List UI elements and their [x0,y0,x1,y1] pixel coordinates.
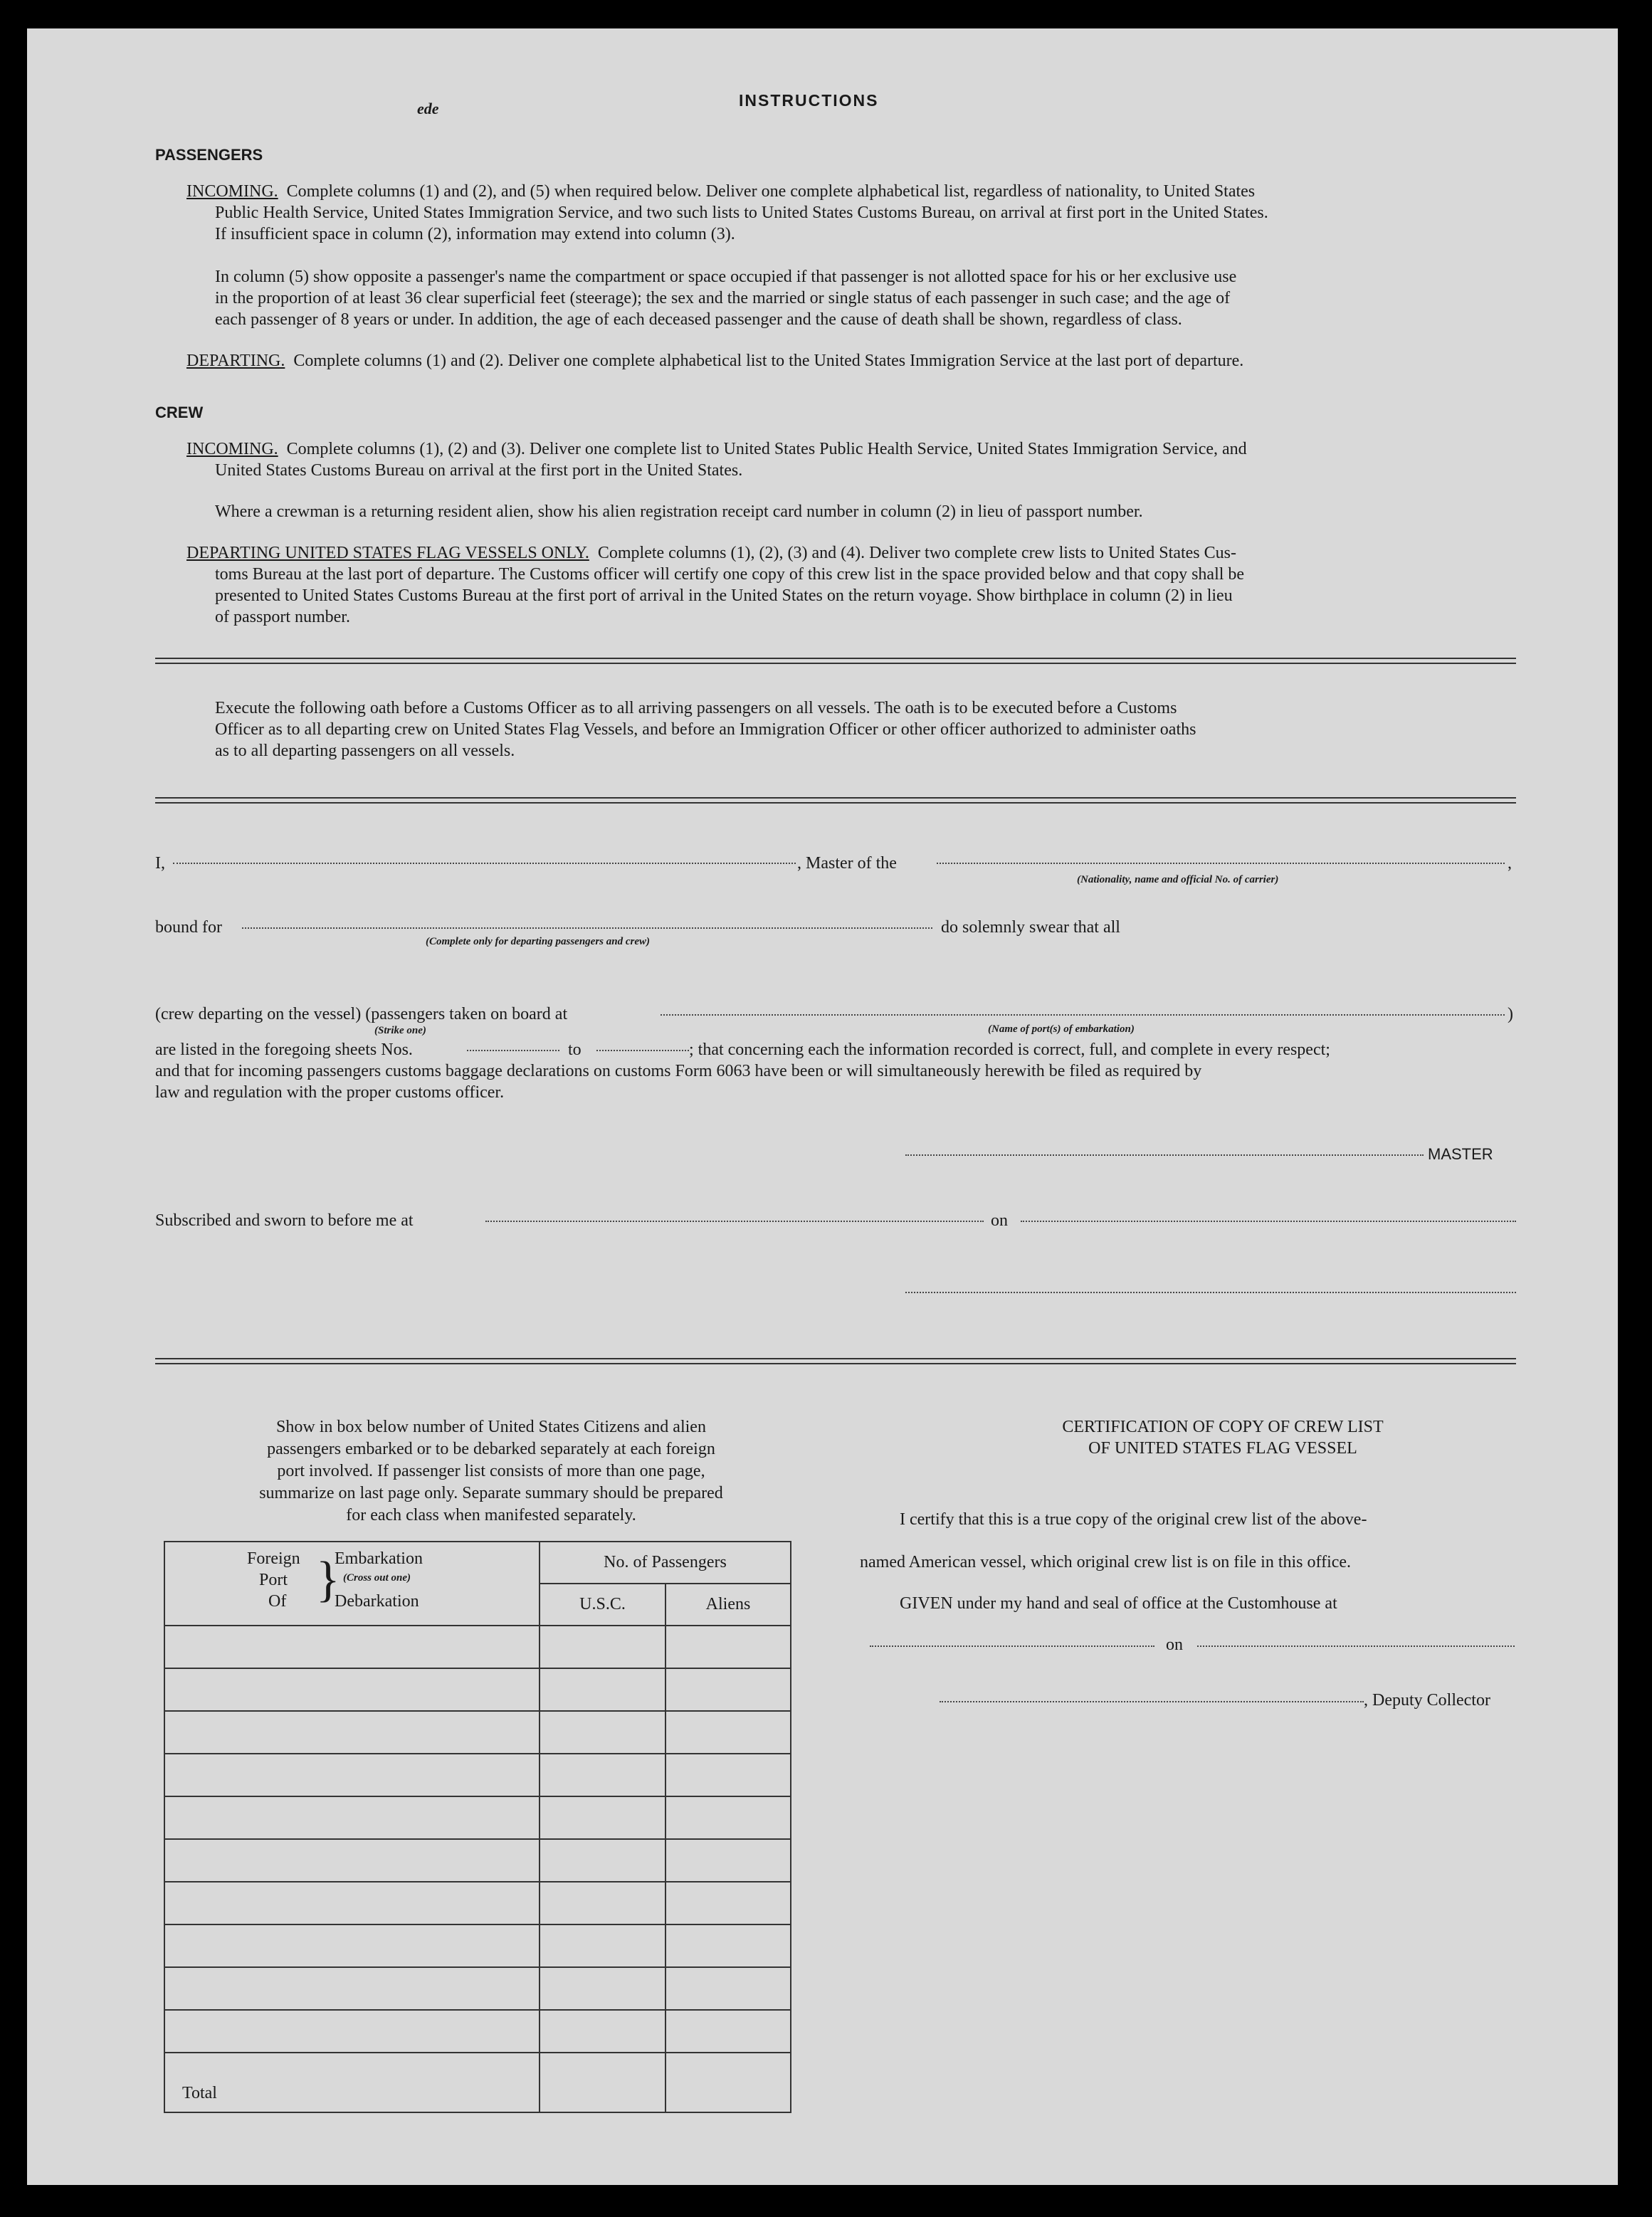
sheet-to-field[interactable] [596,1050,689,1051]
carrier-caption: (Nationality, name and official No. of carrier) [1077,874,1279,885]
usc-cell[interactable] [540,1711,665,1754]
aliens-cell[interactable] [665,1754,791,1796]
passengers-incoming-line3: If insufficient space in column (2), information may extend into column (3). [215,225,735,243]
aliens-cell[interactable] [665,1882,791,1924]
departing-text: Complete columns (1) and (2). Deliver one complete alphabetical list to the United States Immigration Service at the last port of departure. [293,352,1244,370]
crew-departing-label: DEPARTING UNITED STATES FLAG VESSELS ONLY. [186,544,589,562]
oath-intro-line3: as to all departing passengers on all vessels. [215,742,515,760]
usc-cell[interactable] [540,1882,665,1924]
subscribed-on-text: on [991,1211,1008,1230]
passengers-departing-line [186,350,1243,372]
master-label: MASTER [1428,1145,1493,1163]
crew-incoming-line2: United States Customs Bureau on arrival at the first port in the United States. [215,461,743,480]
usc-cell[interactable] [540,1796,665,1839]
crew-departing-text: Complete columns (1), (2), (3) and (4). Deliver two complete crew lists to United States Cus- [597,544,1236,562]
foreign-label: Foreign [247,1549,300,1568]
aliens-cell[interactable] [665,1668,791,1711]
double-rule [155,658,1516,664]
port-cell[interactable] [164,1882,540,1924]
master-name-field[interactable] [173,863,796,864]
usc-cell[interactable] [540,1668,665,1711]
usc-total-cell[interactable] [540,2053,665,2112]
usc-header: U.S.C. [540,1584,665,1626]
aliens-cell[interactable] [665,1626,791,1668]
aliens-total-cell[interactable] [665,2053,791,2112]
subscribed-place-field[interactable] [485,1221,984,1222]
customhouse-field[interactable] [870,1645,1154,1647]
departing-label: DEPARTING. [186,352,285,370]
officer-signature-field[interactable] [905,1292,1516,1293]
column5-line1: In column (5) show opposite a passenger's name the compartment or space occupied if that passenger is not allotted space for his or her exclusive use [215,268,1237,286]
port-cell[interactable] [164,1967,540,2010]
oath-intro-line1: Execute the following oath before a Customs Officer as to all arriving passengers on all vessels. The oath is to be executed before a Customs [215,699,1177,717]
aliens-cell[interactable] [665,1924,791,1967]
oath-line3: law and regulation with the proper customs officer. [155,1083,505,1102]
summary-line4: summarize on last page only. Separate summary should be prepared [259,1484,723,1502]
usc-cell[interactable] [540,1839,665,1882]
usc-cell[interactable] [540,1754,665,1796]
no-of-passengers-header: No. of Passengers [540,1542,791,1584]
subscribed-text: Subscribed and sworn to before me at [155,1211,414,1230]
of-label: Of [268,1592,287,1611]
passenger-summary-table [164,1541,791,2113]
debarkation-label: Debarkation [335,1592,419,1611]
column5-line2: in the proportion of at least 36 clear superficial feet (steerage); the sex and the married or single status of each passenger in such case; and the age of [215,289,1231,307]
master-of-the-text: , Master of the [797,854,897,873]
aliens-cell[interactable] [665,1967,791,2010]
usc-cell[interactable] [540,1967,665,2010]
crew-departing-text: (crew departing on the vessel) (passengers taken on board at [155,1005,568,1023]
summary-instructions [192,1416,790,1527]
port-cell[interactable] [164,1839,540,1882]
brace-icon: } [316,1552,340,1607]
passengers-incoming-line2: Public Health Service, United States Immigration Service, and two such lists to United States Customs Bureau, on arrival at first port in the United States. [215,204,1268,222]
incoming-label: INCOMING. [186,182,278,201]
handwritten-mark: ede [417,100,439,117]
listed-text: are listed in the foregoing sheets Nos. [155,1041,413,1059]
incoming-text: Complete columns (1) and (2), and (5) when required below. Deliver one complete alphabetical list, regardless of nationality, to United States [286,182,1256,201]
close-paren: ) [1508,1005,1513,1023]
oath-comma: , [1508,854,1512,873]
bound-for-field[interactable] [242,927,932,929]
total-label: Total [164,2053,540,2112]
instructions-heading: INSTRUCTIONS [739,91,879,110]
certification-line2: named American vessel, which original crew list is on file in this office. [860,1553,1352,1571]
master-signature-field[interactable] [905,1154,1424,1156]
subscribed-date-field[interactable] [1021,1221,1516,1222]
double-rule [155,1358,1516,1364]
to-text: to [568,1041,582,1059]
usc-cell[interactable] [540,1924,665,1967]
certification-date-field[interactable] [1197,1645,1515,1647]
ports-caption: (Name of port(s) of embarkation) [988,1023,1135,1035]
crew-departing-line2: toms Bureau at the last port of departure. The Customs officer will certify one copy of this crew list in the space provided below and that copy shall be [215,565,1245,584]
port-cell[interactable] [164,1626,540,1668]
deputy-collector-label: , Deputy Collector [1364,1691,1490,1710]
port-cell[interactable] [164,1711,540,1754]
oath-i: I, [155,854,165,873]
certification-title-line2: OF UNITED STATES FLAG VESSEL [1088,1439,1357,1458]
sheet-from-field[interactable] [467,1050,559,1051]
certification-line1: I certify that this is a true copy of the original crew list of the above- [900,1510,1367,1529]
deputy-collector-signature-field[interactable] [940,1701,1364,1702]
aliens-cell[interactable] [665,1839,791,1882]
summary-line1: Show in box below number of United States Citizens and alien [276,1418,706,1436]
crew-incoming-label: INCOMING. [186,440,278,458]
crew-departing-line4: of passport number. [215,608,350,626]
embarkation-label: Embarkation [335,1549,423,1568]
port-cell[interactable] [164,1668,540,1711]
strike-one-caption: (Strike one) [374,1025,426,1036]
aliens-cell[interactable] [665,1711,791,1754]
port-header-cell [164,1542,540,1626]
port-cell[interactable] [164,1796,540,1839]
summary-line2: passengers embarked or to be debarked separately at each foreign [267,1440,715,1458]
port-label: Port [259,1571,288,1589]
aliens-cell[interactable] [665,2010,791,2053]
embarkation-ports-field[interactable] [661,1014,1505,1016]
cross-out-label: (Cross out one) [343,1572,411,1584]
usc-cell[interactable] [540,2010,665,2053]
crew-departing-line1 [186,542,1236,564]
double-rule [155,797,1516,804]
summary-line3: port involved. If passenger list consists of more than one page, [277,1462,705,1480]
certification-line3: GIVEN under my hand and seal of office at the Customhouse at [900,1594,1337,1613]
aliens-cell[interactable] [665,1796,791,1839]
crew-departing-line3: presented to United States Customs Bureau at the first port of arrival in the United States on the return voyage. Show birthplace in column (2) in lieu [215,586,1233,605]
usc-cell[interactable] [540,1626,665,1668]
column5-line3: each passenger of 8 years or under. In addition, the age of each deceased passenger and the cause of death shall be shown, regardless of class. [215,310,1182,329]
aliens-header: Aliens [665,1584,791,1626]
oath-intro-line2: Officer as to all departing crew on United States Flag Vessels, and before an Immigration Officer or other officer authorized to administer oaths [215,720,1196,739]
bound-caption: (Complete only for departing passengers and crew) [426,936,650,947]
carrier-field[interactable] [937,863,1505,864]
document-sheet [27,28,1618,2185]
oath-line2: and that for incoming passengers customs baggage declarations on customs Form 6063 have been or will simultaneously herewith be filed as required by [155,1062,1202,1080]
crew-incoming-text: Complete columns (1), (2) and (3). Deliver one complete list to United States Public Health Service, United States Immigration Service, and [286,440,1247,458]
crew-incoming-line1 [186,438,1247,460]
port-cell[interactable] [164,1754,540,1796]
bound-for-label: bound for [155,918,222,937]
passengers-title: PASSENGERS [155,146,263,164]
crew-title: CREW [155,404,204,421]
swear-text: do solemnly swear that all [941,918,1120,937]
certification-title-line1: CERTIFICATION OF COPY OF CREW LIST [1062,1418,1384,1436]
port-cell[interactable] [164,1924,540,1967]
passengers-incoming-line1 [186,181,1255,203]
port-cell[interactable] [164,2010,540,2053]
summary-line5: for each class when manifested separately. [346,1506,636,1524]
resident-alien-note: Where a crewman is a returning resident alien, show his alien registration receipt card number in column (2) in lieu of passport number. [215,502,1143,521]
concerning-text: ; that concerning each the information recorded is correct, full, and complete in every respect; [689,1041,1330,1059]
certification-on-text: on [1166,1636,1183,1654]
